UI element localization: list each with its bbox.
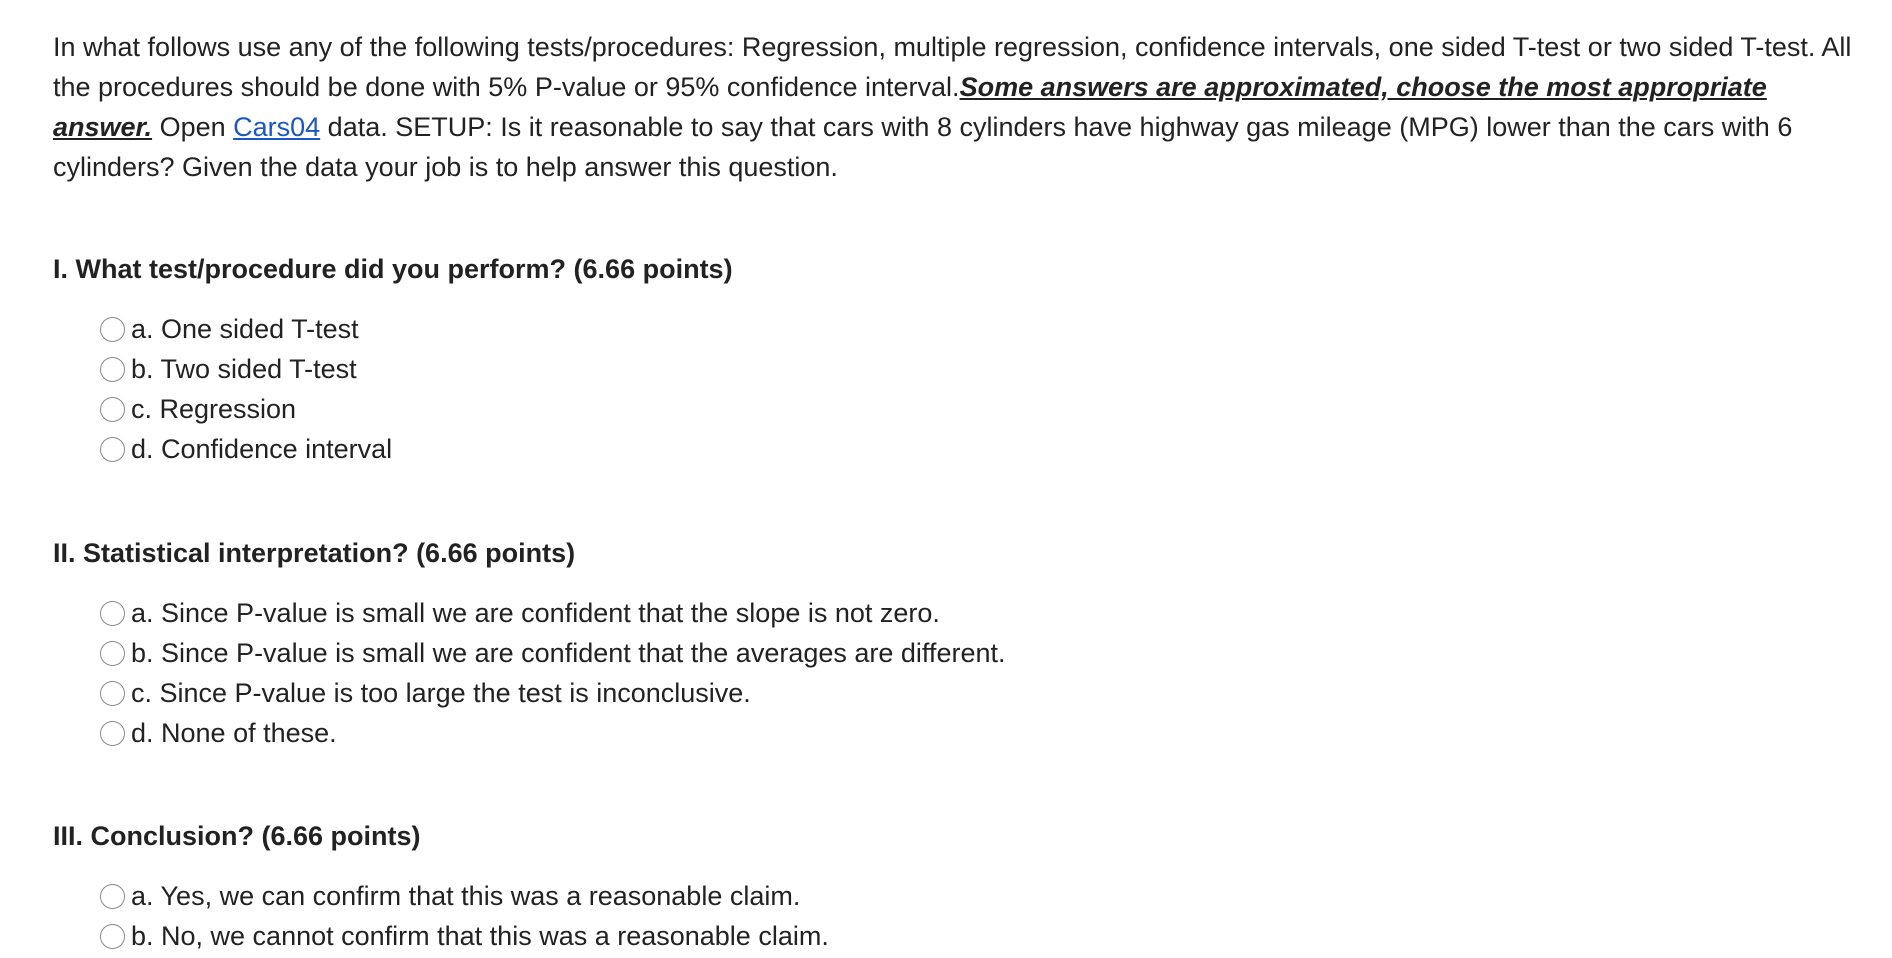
intro-text-1: In what follows use any of the following tests/procedures: Regression, multiple regression, confidence intervals, one sided T-test or two sided T-test. All the procedures should be done with 5% P-value or 95% confidence interval. [53, 32, 1852, 102]
option-label: b. Two sided T-test [131, 354, 357, 384]
question-1-option-b[interactable] [100, 349, 1853, 389]
intro-emphasis: Some answers are approximated, choose the most appropriate answer. [53, 72, 1767, 142]
option-label: a. Since P-value is small we are confident that the slope is not zero. [131, 598, 940, 628]
radio-button[interactable] [100, 601, 125, 626]
option-label: c. Regression [131, 394, 297, 424]
question-2-option-b[interactable] [100, 633, 1853, 673]
radio-button[interactable] [100, 437, 125, 462]
radio-button[interactable] [100, 681, 125, 706]
radio-button[interactable] [100, 924, 125, 949]
option-label: c. Since P-value is too large the test is inconclusive. [131, 678, 751, 708]
question-2-option-c[interactable] [100, 673, 1853, 713]
question-2 [53, 535, 1853, 753]
question-3-options [100, 876, 1853, 956]
question-1-option-c[interactable] [100, 389, 1853, 429]
question-2-title: II. Statistical interpretation? (6.66 points) [53, 538, 576, 568]
question-2-option-d[interactable] [100, 713, 1853, 753]
cars04-data-link[interactable]: Cars04 [233, 112, 321, 142]
question-1-options [100, 309, 1853, 469]
radio-button[interactable] [100, 317, 125, 342]
option-label: d. Confidence interval [131, 434, 393, 464]
question-2-options [100, 593, 1853, 753]
question-3-option-b[interactable] [100, 916, 1853, 956]
radio-button[interactable] [100, 884, 125, 909]
intro-paragraph [53, 27, 1873, 187]
question-3-title: III. Conclusion? (6.66 points) [53, 821, 421, 851]
question-1-option-a[interactable] [100, 309, 1853, 349]
intro-text-2: Open [152, 112, 234, 142]
option-label: b. No, we cannot confirm that this was a reasonable claim. [131, 921, 829, 951]
option-label: a. One sided T-test [131, 314, 359, 344]
question-2-option-a[interactable] [100, 593, 1853, 633]
option-label: a. Yes, we can confirm that this was a reasonable claim. [131, 881, 801, 911]
intro-text-3: data. SETUP: Is it reasonable to say that cars with 8 cylinders have highway gas mileage (MPG) lower than the cars with 6 cylinders? Given the data your job is to help answer this question. [53, 112, 1793, 182]
radio-button[interactable] [100, 397, 125, 422]
option-label: b. Since P-value is small we are confident that the averages are different. [131, 638, 1006, 668]
radio-button[interactable] [100, 721, 125, 746]
question-3 [53, 818, 1853, 956]
question-3-option-a[interactable] [100, 876, 1853, 916]
question-1-option-d[interactable] [100, 429, 1853, 469]
question-1 [53, 251, 1853, 469]
option-label: d. None of these. [131, 718, 337, 748]
question-1-title: I. What test/procedure did you perform? (6.66 points) [53, 254, 733, 284]
radio-button[interactable] [100, 357, 125, 382]
radio-button[interactable] [100, 641, 125, 666]
